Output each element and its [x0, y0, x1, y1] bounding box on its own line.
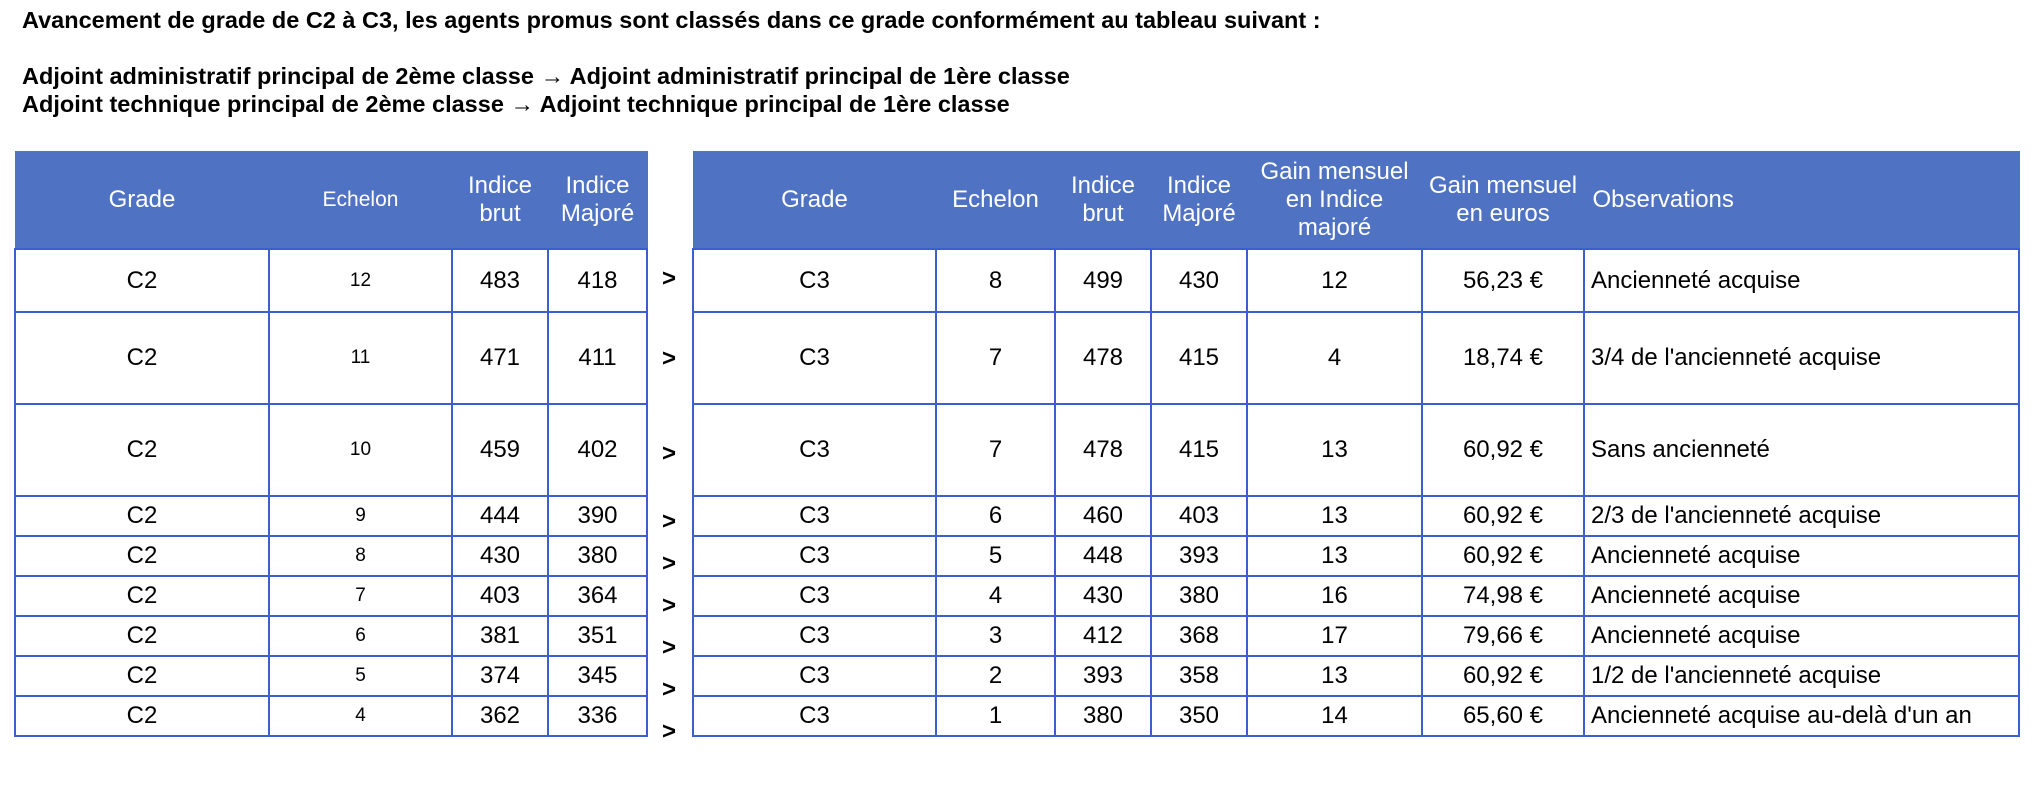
indice-majore-cell: 415: [1151, 404, 1247, 496]
indice-majore-cell: 393: [1151, 536, 1247, 576]
indice-brut-cell: 362: [452, 696, 548, 736]
echelon-cell: 1: [936, 696, 1055, 736]
indice-majore-cell: 390: [548, 496, 647, 536]
indice-majore-cell: 411: [548, 312, 647, 404]
gain-euros-cell: 79,66 €: [1422, 616, 1584, 656]
grade-cell: C2: [15, 656, 269, 696]
indice-majore-cell: 418: [548, 249, 647, 312]
gain-euros-cell: 60,92 €: [1422, 536, 1584, 576]
gain-euros-cell: 74,98 €: [1422, 576, 1584, 616]
echelon-cell: 4: [269, 696, 452, 736]
observations-cell: Ancienneté acquise: [1584, 536, 2019, 576]
table-row: [693, 696, 2019, 736]
table-row: [693, 496, 2019, 536]
header-indice-majore: Indice Majoré: [548, 151, 647, 249]
indice-brut-cell: 381: [452, 616, 548, 656]
row-arrow: >: [661, 440, 676, 467]
indice-brut-cell: 478: [1055, 404, 1151, 496]
gain-euros-cell: 60,92 €: [1422, 496, 1584, 536]
indice-majore-cell: 430: [1151, 249, 1247, 312]
indice-majore-cell: 380: [548, 536, 647, 576]
observations-cell: 3/4 de l'ancienneté acquise: [1584, 312, 2019, 404]
observations-cell: Ancienneté acquise: [1584, 576, 2019, 616]
table-row: [693, 656, 2019, 696]
observations-cell: Ancienneté acquise: [1584, 616, 2019, 656]
table-row: [693, 576, 2019, 616]
echelon-cell: 7: [936, 312, 1055, 404]
gain-indice-cell: 13: [1247, 536, 1422, 576]
row-arrow: >: [661, 634, 676, 661]
echelon-cell: 10: [269, 404, 452, 496]
gain-indice-cell: 17: [1247, 616, 1422, 656]
table-row: [15, 536, 647, 576]
grade-cell: C2: [15, 696, 269, 736]
indice-brut-cell: 444: [452, 496, 548, 536]
indice-majore-cell: 403: [1151, 496, 1247, 536]
table-row: [693, 312, 2019, 404]
observations-cell: Ancienneté acquise au-delà d'un an: [1584, 696, 2019, 736]
indice-majore-cell: 336: [548, 696, 647, 736]
table-row: [15, 656, 647, 696]
row-arrow: >: [661, 508, 676, 535]
grade-cell: C3: [693, 312, 936, 404]
echelon-cell: 7: [936, 404, 1055, 496]
row-arrow: >: [661, 676, 676, 703]
echelon-cell: 2: [936, 656, 1055, 696]
table-row: [15, 616, 647, 656]
grade-cell: C2: [15, 616, 269, 656]
echelon-cell: 5: [269, 656, 452, 696]
indice-brut-cell: 393: [1055, 656, 1151, 696]
echelon-cell: 6: [269, 616, 452, 656]
gain-indice-cell: 13: [1247, 656, 1422, 696]
grade-cell: C2: [15, 536, 269, 576]
row-arrow: >: [661, 718, 676, 745]
header-gain-euros: Gain mensuel en euros: [1422, 151, 1584, 249]
grade-cell: C2: [15, 404, 269, 496]
observations-cell: Sans ancienneté: [1584, 404, 2019, 496]
header-row: [693, 151, 2019, 249]
grade-cell: C3: [693, 404, 936, 496]
row-arrow: >: [661, 592, 676, 619]
header-row: [15, 151, 647, 249]
grade-cell: C3: [693, 616, 936, 656]
indice-brut-cell: 403: [452, 576, 548, 616]
observations-cell: 1/2 de l'ancienneté acquise: [1584, 656, 2019, 696]
grade-cell: C2: [15, 312, 269, 404]
gain-indice-cell: 12: [1247, 249, 1422, 312]
grade-cell: C3: [693, 696, 936, 736]
indice-majore-cell: 402: [548, 404, 647, 496]
grade-mapping-line: Adjoint administratif principal de 2ème classe → Adjoint administratif principal de 1ère classe: [22, 63, 1070, 89]
echelon-cell: 5: [936, 536, 1055, 576]
header-echelon: Echelon: [269, 151, 452, 249]
grade-cell: C3: [693, 656, 936, 696]
indice-brut-cell: 430: [452, 536, 548, 576]
gain-indice-cell: 13: [1247, 496, 1422, 536]
c3-grade-table: [692, 151, 2020, 737]
echelon-cell: 11: [269, 312, 452, 404]
table-row: [693, 536, 2019, 576]
table-row: [15, 404, 647, 496]
indice-brut-cell: 412: [1055, 616, 1151, 656]
indice-brut-cell: 483: [452, 249, 548, 312]
indice-majore-cell: 345: [548, 656, 647, 696]
header-grade: Grade: [693, 151, 936, 249]
grade-cell: C2: [15, 249, 269, 312]
grade-cell: C3: [693, 249, 936, 312]
grade-cell: C2: [15, 576, 269, 616]
indice-majore-cell: 415: [1151, 312, 1247, 404]
echelon-cell: 8: [269, 536, 452, 576]
table-row: [15, 496, 647, 536]
header-echelon: Echelon: [936, 151, 1055, 249]
indice-brut-cell: 499: [1055, 249, 1151, 312]
grade-cell: C3: [693, 536, 936, 576]
echelon-cell: 3: [936, 616, 1055, 656]
table-row: [15, 249, 647, 312]
grade-cell: C3: [693, 496, 936, 536]
observations-cell: 2/3 de l'ancienneté acquise: [1584, 496, 2019, 536]
indice-brut-cell: 471: [452, 312, 548, 404]
indice-brut-cell: 460: [1055, 496, 1151, 536]
header-grade: Grade: [15, 151, 269, 249]
header-indice-brut: Indice brut: [452, 151, 548, 249]
indice-brut-cell: 374: [452, 656, 548, 696]
indice-majore-cell: 351: [548, 616, 647, 656]
gain-euros-cell: 60,92 €: [1422, 656, 1584, 696]
indice-majore-cell: 364: [548, 576, 647, 616]
indice-majore-cell: 358: [1151, 656, 1247, 696]
grade-mapping-line: Adjoint technique principal de 2ème classe → Adjoint technique principal de 1ère classe: [22, 91, 1010, 117]
gain-euros-cell: 60,92 €: [1422, 404, 1584, 496]
gain-indice-cell: 4: [1247, 312, 1422, 404]
header-indice-majore: Indice Majoré: [1151, 151, 1247, 249]
indice-majore-cell: 350: [1151, 696, 1247, 736]
c2-grade-table: [14, 151, 648, 737]
indice-brut-cell: 448: [1055, 536, 1151, 576]
table-row: [15, 576, 647, 616]
indice-brut-cell: 430: [1055, 576, 1151, 616]
gain-euros-cell: 18,74 €: [1422, 312, 1584, 404]
gain-indice-cell: 14: [1247, 696, 1422, 736]
row-arrow: >: [661, 345, 676, 372]
table-row: [15, 696, 647, 736]
row-arrow: >: [661, 265, 676, 292]
grade-cell: C2: [15, 496, 269, 536]
gain-indice-cell: 13: [1247, 404, 1422, 496]
observations-cell: Ancienneté acquise: [1584, 249, 2019, 312]
table-row: [15, 312, 647, 404]
page-heading: Avancement de grade de C2 à C3, les agents promus sont classés dans ce grade conformément au tableau suivant :: [22, 7, 1321, 33]
row-arrow: >: [661, 550, 676, 577]
table-row: [693, 404, 2019, 496]
echelon-cell: 8: [936, 249, 1055, 312]
echelon-cell: 7: [269, 576, 452, 616]
echelon-cell: 9: [269, 496, 452, 536]
gain-indice-cell: 16: [1247, 576, 1422, 616]
gain-euros-cell: 65,60 €: [1422, 696, 1584, 736]
header-indice-brut: Indice brut: [1055, 151, 1151, 249]
header-gain-indice: Gain mensuel en Indice majoré: [1247, 151, 1422, 249]
indice-majore-cell: 368: [1151, 616, 1247, 656]
table-row: [693, 249, 2019, 312]
echelon-cell: 12: [269, 249, 452, 312]
gain-euros-cell: 56,23 €: [1422, 249, 1584, 312]
header-observations: Observations: [1584, 151, 2019, 249]
echelon-cell: 4: [936, 576, 1055, 616]
grade-cell: C3: [693, 576, 936, 616]
indice-brut-cell: 459: [452, 404, 548, 496]
indice-brut-cell: 478: [1055, 312, 1151, 404]
indice-majore-cell: 380: [1151, 576, 1247, 616]
indice-brut-cell: 380: [1055, 696, 1151, 736]
echelon-cell: 6: [936, 496, 1055, 536]
table-row: [693, 616, 2019, 656]
